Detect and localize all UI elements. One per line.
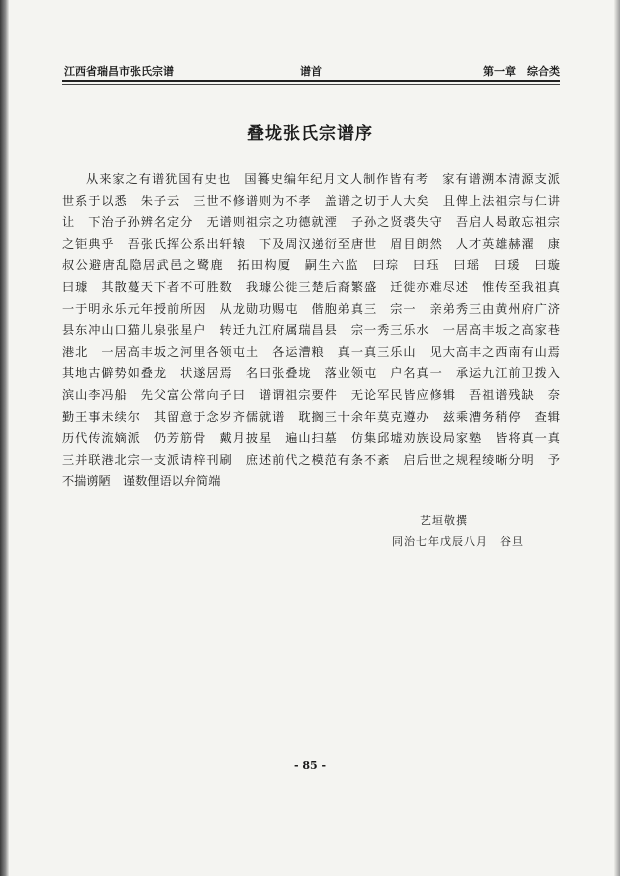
signature-author: 艺垣敬撰	[420, 514, 468, 527]
body-line: 其地古僻势如叠龙 状遂居焉 名曰张叠垅 落业领屯 户名真一 承运九江前卫拨入	[62, 366, 560, 381]
body-line: 三并联港北宗一支派请梓刊刷 庶述前代之模范有条不紊 启后世之规程绫晰分明 予	[62, 452, 560, 467]
page-number: - 85 -	[293, 759, 327, 772]
body-line: 一于明永乐元年授前所因 从龙勋功赐屯 偕胞弟真三 宗一 亲弟秀三由黄州府广济	[62, 301, 560, 316]
body-line: 从来家之有谱犹国有史也 国籑史编年纪月文人制作皆有考 家有谱溯本清源支派	[86, 172, 560, 186]
body-line: 曰璩 其散蔓天下者不可胜数 我璩公徙三楚后裔繁盛 迁徙亦难尽述 惟传至我祖真	[62, 279, 560, 294]
preface-body	[62, 169, 560, 493]
body-line: 勤王事未续尔 其留意于念岁齐儒就谱 耽搁三十余年莫克遵办 兹乘漕务稍停 查辑	[62, 409, 560, 424]
header-chapter: 第一章 综合类	[483, 65, 560, 78]
body-line: 县东冲山口猫儿泉张星户 转迁九江府属瑞昌县 宗一秀三乐水 一居高丰坂之高家巷	[62, 323, 560, 338]
signature-date: 同治七年戊辰八月 谷旦	[392, 535, 524, 548]
body-line: 历代传流嫡派 仍芳筋骨 戴月披星 遍山扫墓 仿集邱墟劝族设局家塾 皆将真一真	[62, 431, 560, 446]
body-line: 叔公避唐乱隐居武邑之鹭鹿 拓田构厦 嗣生六监 曰琮 曰珏 曰瑶 曰瑗 曰璇	[62, 258, 560, 273]
document-title: 叠垅张氏宗谱序	[247, 124, 373, 144]
body-line: 滨山李冯船 先父富公常向子曰 谱谓祖宗要件 无论军民皆应修辑 吾祖谱残缺 奈	[62, 387, 560, 402]
body-line: 之钜典乎 吾张氏挥公系出轩辕 下及周汉递衍至唐世 眉目朗然 人才英雄赫濯 康	[62, 236, 560, 251]
body-line: 让 下治子孙辨名定分 无谱则祖宗之功德就湮 子孙之贤裘失守 吾启人曷敢忘祖宗	[62, 215, 560, 230]
body-line: 不揣谫陋 谨数俚语以弁简端	[62, 474, 221, 489]
header-rule-thin	[62, 84, 560, 85]
body-line: 世系于以悉 朱子云 三世不修谱则为不孝 盖谱之切于人大矣 且俾上法祖宗与仁讲	[62, 193, 560, 208]
header-rule-thick	[62, 80, 560, 82]
header-section: 谱首	[300, 65, 322, 78]
header-book-title: 江西省瑞昌市张氏宗谱	[64, 65, 174, 78]
body-line: 港北 一居高丰坂之河里各领屯土 各运漕粮 真一真三乐山 见大高丰之西南有山焉	[62, 344, 560, 359]
